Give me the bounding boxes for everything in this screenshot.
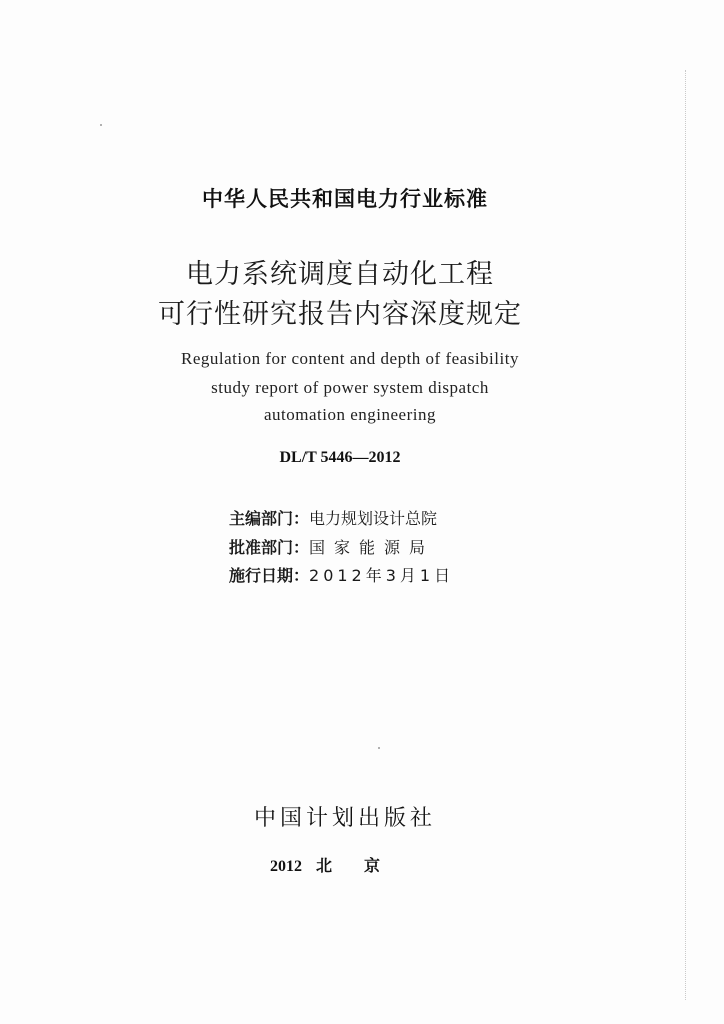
editor-row <box>229 506 437 529</box>
publication-year: 2012 <box>270 858 302 875</box>
approver-row <box>229 535 434 558</box>
chinese-title-line-1: 电力系统调度自动化工程 <box>186 259 494 290</box>
english-title-line-3: automation engineering <box>264 405 436 424</box>
standard-code: DL/T 5446—2012 <box>279 449 401 466</box>
editor-value: 电力规划设计总院 <box>309 509 438 528</box>
scan-speck <box>100 124 102 126</box>
publication-city: 北京 <box>316 858 413 875</box>
english-title-line-2: study report of power system dispatch <box>211 378 489 397</box>
date-value: 2012年3月1日 <box>309 566 455 585</box>
approver-label: 批准部门： <box>229 538 310 557</box>
date-row <box>229 563 454 586</box>
editor-label: 主编部门： <box>229 509 310 528</box>
publication-line <box>270 853 412 876</box>
english-title-line-1: Regulation for content and depth of feasibility <box>181 349 519 368</box>
scan-edge-dots <box>684 70 686 1000</box>
date-label: 施行日期： <box>229 566 310 585</box>
standard-series: 中华人民共和国电力行业标准 <box>202 187 488 211</box>
chinese-title-line-2: 可行性研究报告内容深度规定 <box>158 299 522 330</box>
publisher-name: 中国计划出版社 <box>253 806 436 831</box>
approver-value: 国家能源局 <box>309 538 435 557</box>
scan-speck <box>378 747 380 749</box>
